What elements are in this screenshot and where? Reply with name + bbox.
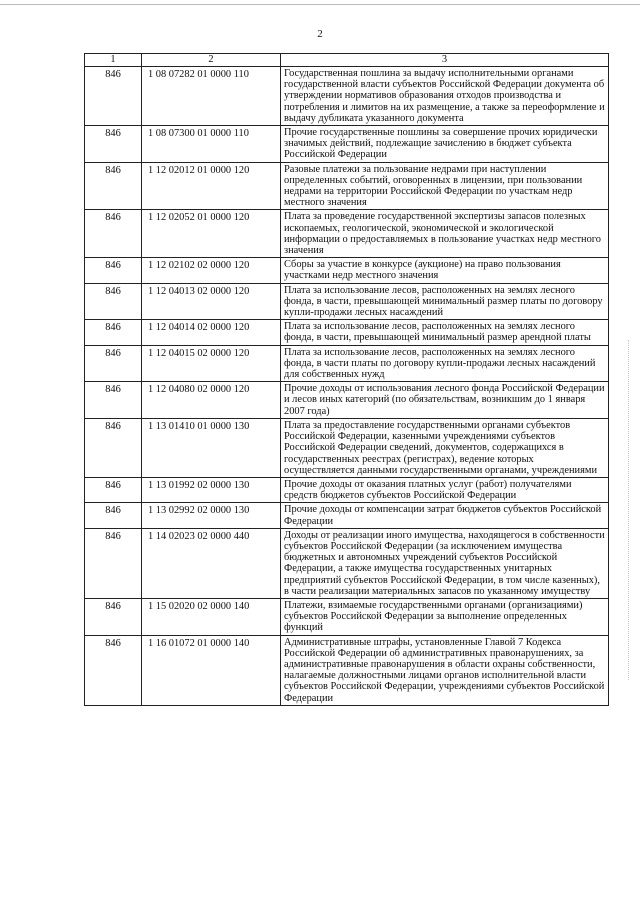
revenue-name-cell: Платежи, взимаемые государственными органами (организациями) субъектов Российской Федерации за выполнение определенных функций (281, 598, 609, 635)
revenue-code-cell: 1 13 01992 02 0000 130 (142, 477, 281, 502)
table-row (85, 477, 609, 502)
column-header-code: 2 (142, 54, 281, 67)
table-row (85, 320, 609, 345)
admin-code-cell: 846 (85, 67, 142, 126)
table-row (85, 258, 609, 283)
revenue-name-cell: Разовые платежи за пользование недрами при наступлении определенных событий, оговоренных в лицензии, при пользовании недрами на территории Российской Федерации по участкам недр местного значения (281, 162, 609, 210)
admin-code-cell: 846 (85, 320, 142, 345)
table-row (85, 283, 609, 320)
revenue-name-cell: Доходы от реализации иного имущества, находящегося в собственности субъектов Российской Федерации (за исключением имущества бюджетных и автономных учреждений субъектов Российской Федерации, а также имущества государственных унитарных предприятий субъектов Российской Федерации, в том числе казенных), в части реализации материальных запасов по указанному имуществу (281, 528, 609, 598)
table-row (85, 126, 609, 163)
revenue-name-cell: Плата за использование лесов, расположенных на землях лесного фонда, в части платы по договору купли-продажи лесных насаждений для собственных нужд (281, 345, 609, 382)
revenue-name-cell: Прочие доходы от оказания платных услуг (работ) получателями средств бюджетов субъектов Российской Федерации (281, 477, 609, 502)
admin-code-cell: 846 (85, 528, 142, 598)
revenue-name-cell: Плата за предоставление государственными органами субъектов Российской Федерации, казенными учреждениями субъектов Российской Федерации сведений, документов, содержащихся в государственных реестрах (регистрах), ведение которых осуществляется данными государственными органами, учреждениями (281, 418, 609, 477)
revenue-name-cell: Прочие государственные пошлины за совершение прочих юридически значимых действий, подлежащие зачислению в бюджет субъекта Российской Федерации (281, 126, 609, 163)
revenue-code-cell: 1 12 02102 02 0000 120 (142, 258, 281, 283)
revenue-code-cell: 1 12 02052 01 0000 120 (142, 210, 281, 258)
revenue-code-cell: 1 14 02023 02 0000 440 (142, 528, 281, 598)
scan-top-edge (0, 4, 640, 5)
table-row (85, 635, 609, 705)
revenue-name-cell: Прочие доходы от компенсации затрат бюджетов субъектов Российской Федерации (281, 503, 609, 528)
page-number: 2 (317, 28, 323, 40)
table-row (85, 67, 609, 126)
revenue-name-cell: Плата за использование лесов, расположенных на землях лесного фонда, в части, превышающей минимальный размер платы по договору купли-продажи лесных насаждений (281, 283, 609, 320)
admin-code-cell: 846 (85, 635, 142, 705)
admin-code-cell: 846 (85, 382, 142, 419)
table-header-row (85, 54, 609, 67)
scan-edge-marks (628, 340, 637, 680)
revenue-code-cell: 1 13 02992 02 0000 130 (142, 503, 281, 528)
admin-code-cell: 846 (85, 477, 142, 502)
table-row (85, 528, 609, 598)
admin-code-cell: 846 (85, 258, 142, 283)
table-row (85, 210, 609, 258)
admin-code-cell: 846 (85, 283, 142, 320)
admin-code-cell: 846 (85, 418, 142, 477)
column-header-admin: 1 (85, 54, 142, 67)
admin-code-cell: 846 (85, 598, 142, 635)
admin-code-cell: 846 (85, 162, 142, 210)
revenue-code-cell: 1 12 02012 01 0000 120 (142, 162, 281, 210)
table-row (85, 598, 609, 635)
revenue-code-cell: 1 08 07282 01 0000 110 (142, 67, 281, 126)
table-row (85, 382, 609, 419)
admin-code-cell: 846 (85, 503, 142, 528)
revenue-code-cell: 1 15 02020 02 0000 140 (142, 598, 281, 635)
revenue-name-cell: Государственная пошлина за выдачу исполнительными органами государственной власти субъектов Российской Федерации документа об утверждении нормативов образования отходов производства и потребления и лимитов на их размещение, а также за переоформление и выдачу дубликата указанного документа (281, 67, 609, 126)
revenue-code-cell: 1 08 07300 01 0000 110 (142, 126, 281, 163)
table-row (85, 162, 609, 210)
admin-code-cell: 846 (85, 345, 142, 382)
revenue-name-cell: Прочие доходы от использования лесного фонда Российской Федерации и лесов иных категорий (по обязательствам, возникшим до 1 января 2007 года) (281, 382, 609, 419)
admin-code-cell: 846 (85, 210, 142, 258)
revenue-codes-table (84, 53, 609, 706)
revenue-name-cell: Сборы за участие в конкурсе (аукционе) на право пользования участками недр местного значения (281, 258, 609, 283)
admin-code-cell: 846 (85, 126, 142, 163)
table-row (85, 345, 609, 382)
table-row (85, 503, 609, 528)
revenue-name-cell: Административные штрафы, установленные Главой 7 Кодекса Российской Федерации об административных правонарушениях, за административные правонарушения в области охраны собственности, налагаемые должностными лицами органов исполнительной власти субъектов Российской Федерации, учреждениями субъектов Российской Федерации (281, 635, 609, 705)
column-header-name: 3 (281, 54, 609, 67)
revenue-code-cell: 1 12 04014 02 0000 120 (142, 320, 281, 345)
revenue-code-cell: 1 12 04015 02 0000 120 (142, 345, 281, 382)
revenue-code-cell: 1 12 04080 02 0000 120 (142, 382, 281, 419)
revenue-code-cell: 1 13 01410 01 0000 130 (142, 418, 281, 477)
revenue-code-cell: 1 12 04013 02 0000 120 (142, 283, 281, 320)
table-row (85, 418, 609, 477)
revenue-code-cell: 1 16 01072 01 0000 140 (142, 635, 281, 705)
revenue-name-cell: Плата за использование лесов, расположенных на землях лесного фонда, в части, превышающей минимальный размер арендной платы (281, 320, 609, 345)
revenue-name-cell: Плата за проведение государственной экспертизы запасов полезных ископаемых, геологической, экономической и экологической информации о предоставляемых в пользование участках недр местного значения (281, 210, 609, 258)
